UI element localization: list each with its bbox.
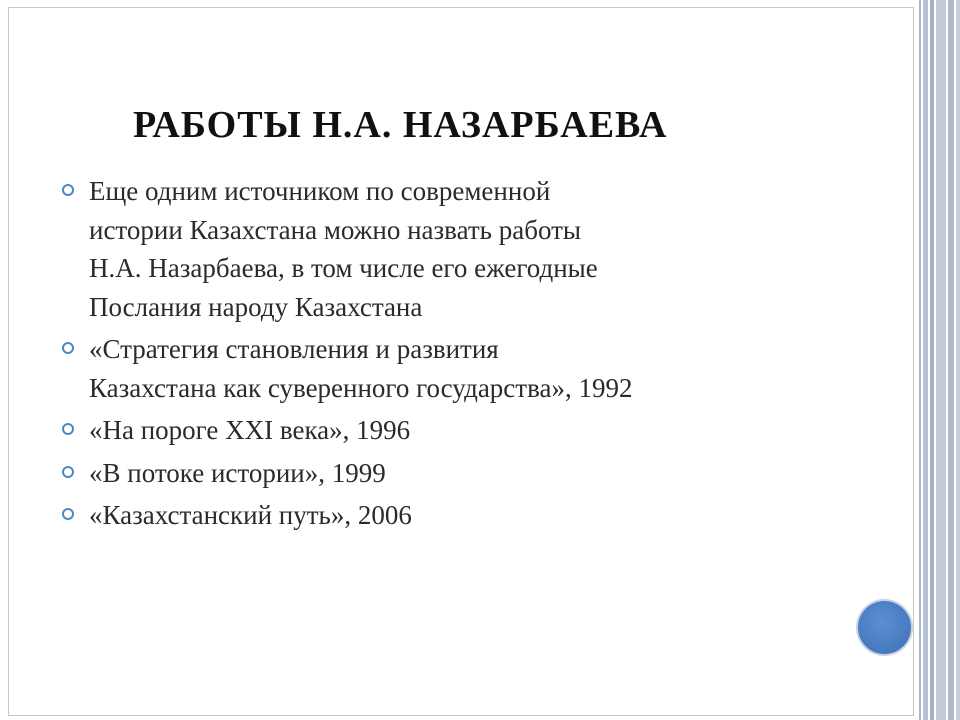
bullet-line: «В потоке истории», 1999 bbox=[89, 457, 386, 488]
bullet-line: Послания народу Казахстана bbox=[89, 291, 423, 322]
decorative-stripe bbox=[956, 0, 960, 720]
slide-title: РАБОТЫ Н.А. НАЗАРБАЕВА bbox=[133, 104, 668, 146]
bullet-item bbox=[62, 411, 832, 450]
hollow-circle-icon bbox=[62, 508, 74, 520]
blue-circle-icon bbox=[856, 599, 913, 656]
hollow-circle-icon bbox=[62, 466, 74, 478]
bullet-line: Еще одним источником по современной bbox=[89, 176, 551, 206]
bullet-list bbox=[62, 172, 832, 539]
decorative-stripe bbox=[936, 0, 946, 720]
bullet-line: «На пороге XXI века», 1996 bbox=[89, 415, 411, 445]
hollow-circle-icon bbox=[62, 184, 74, 196]
bullet-line: Н.А. Назарбаева, в том числе его ежегодные bbox=[89, 253, 598, 283]
bullet-line: «Стратегия становления и развития bbox=[89, 334, 499, 364]
decorative-stripe bbox=[948, 0, 954, 720]
bullet-item bbox=[62, 172, 832, 326]
bullet-line: «Казахстанский путь», 2006 bbox=[89, 500, 412, 530]
hollow-circle-icon bbox=[62, 342, 74, 354]
bullet-line: Казахстана как суверенного государства», 1992 bbox=[89, 372, 633, 403]
bullet-item bbox=[62, 330, 832, 407]
decorative-stripe bbox=[930, 0, 934, 720]
bullet-line: истории Казахстана можно назвать работы bbox=[89, 214, 582, 245]
bullet-item bbox=[62, 496, 832, 535]
decorative-stripe bbox=[919, 0, 921, 720]
hollow-circle-icon bbox=[62, 423, 74, 435]
bullet-item bbox=[62, 454, 832, 493]
decorative-stripe bbox=[923, 0, 928, 720]
